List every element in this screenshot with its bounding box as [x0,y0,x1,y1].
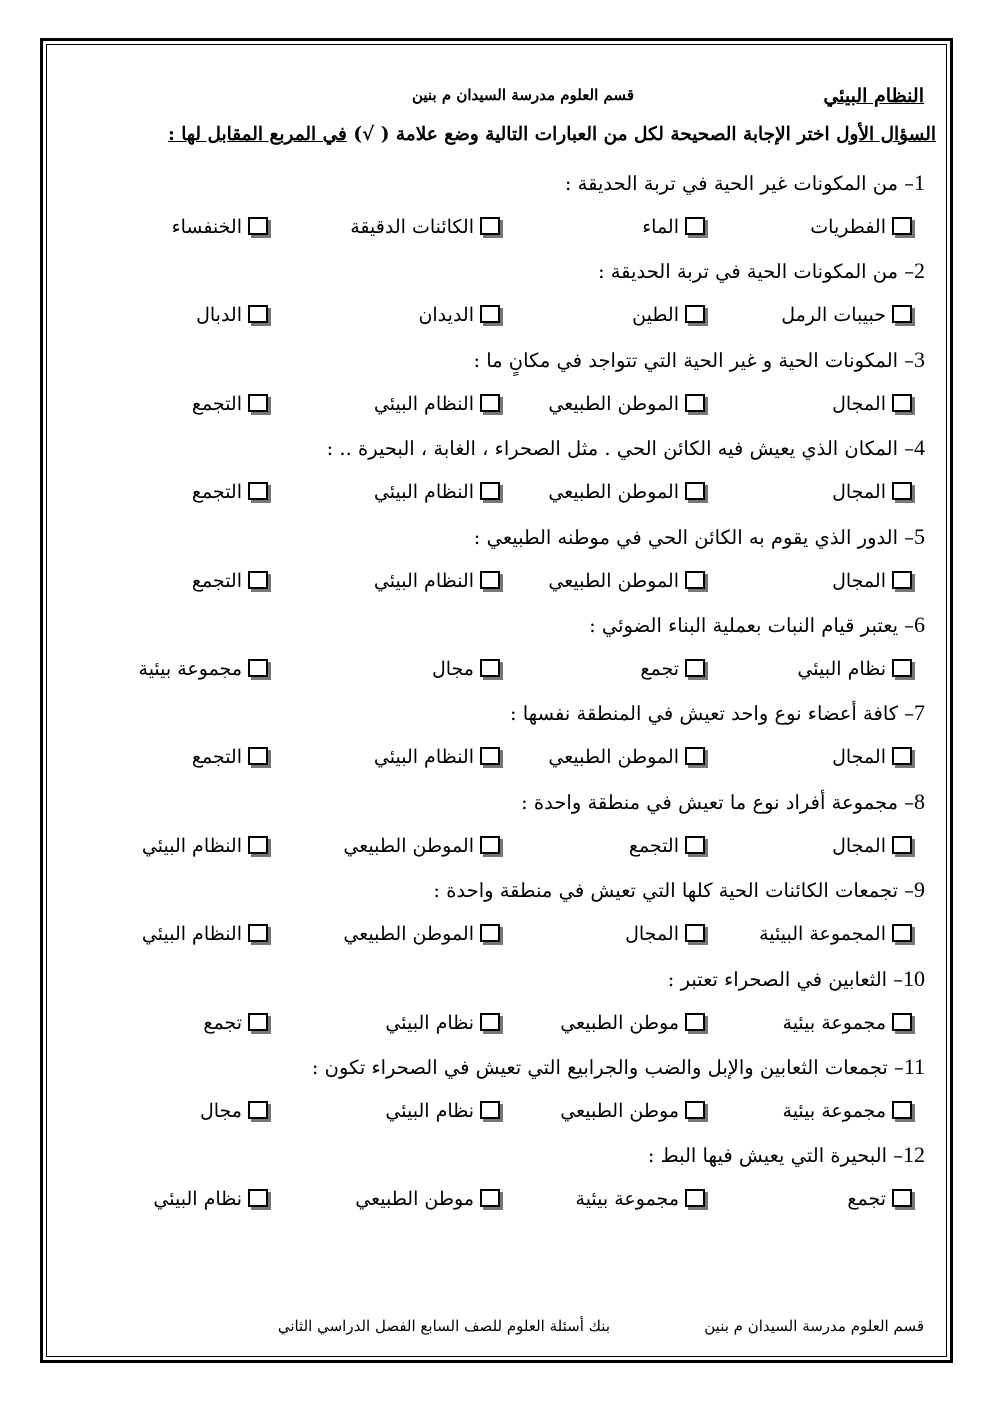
question-number: 4 [914,435,925,460]
option-q4-4[interactable] [0,478,992,508]
option-label: المجال [832,835,886,857]
question-number: 12 [903,1142,925,1167]
question-number: 2 [914,258,925,283]
option-q7-4[interactable] [0,743,992,773]
option-label: المجال [832,393,886,415]
option-label: نظام البيئي [385,1100,474,1122]
checkbox[interactable] [248,747,268,765]
question-number: 11 [903,1054,925,1079]
question-7 [60,700,925,726]
checkbox[interactable] [248,659,268,677]
question-text: – كافة أعضاء نوع واحد تعيش في المنطقة نفسها : [509,702,914,725]
checkbox[interactable] [248,1101,268,1119]
question-number: 5 [914,524,925,549]
checkbox[interactable] [248,836,268,854]
option-label: مجموعة بيئية [782,1012,886,1034]
option-label: النظام البيئي [373,481,474,503]
option-q10-4[interactable] [0,1009,992,1039]
option-label: تجمع [640,658,679,680]
option-label: مجال [199,1100,242,1122]
option-label: مجموعة بيئية [138,658,242,680]
option-label: الدبال [196,304,242,326]
question-number: 3 [914,347,925,372]
option-label: موطن الطبيعي [560,1100,679,1122]
option-label: الموطن الطبيعي [548,746,679,768]
question-12 [60,1142,925,1168]
checkbox[interactable] [248,482,268,500]
question-number: 9 [914,877,925,902]
option-q9-4[interactable] [0,920,992,950]
option-label: نظام البيئي [153,1188,242,1210]
question-1 [60,170,925,196]
option-label: الموطن الطبيعي [548,570,679,592]
option-label: المجال [832,570,886,592]
option-label: مجال [431,658,474,680]
option-q2-4[interactable] [0,301,992,331]
question-number: 8 [914,789,925,814]
question-3 [60,347,925,373]
option-label: حبيبات الرمل [781,304,886,326]
option-label: التجمع [191,570,242,592]
option-label: موطن الطبيعي [355,1188,474,1210]
question-text: – من المكونات الحية في تربة الحديقة : [597,260,914,283]
department-label: قسم العلوم مدرسة السيدان م بنين [411,86,634,104]
question-number: 6 [914,612,925,637]
instruction-body: اختر الإجابة الصحيحة لكل من العبارات التالية وضع علامة ( √) [346,124,837,145]
question-2 [60,258,925,284]
option-label: تجمع [203,1012,242,1034]
instruction-tail: في المربع المقابل لها : [167,124,347,145]
option-label: المجال [625,923,679,945]
question-text: – الدور الذي يقوم به الكائن الحي في موطنه الطبيعي : [473,526,914,549]
question-number: 1 [914,170,925,195]
worksheet-title: النظام البيئي [823,85,924,107]
question-10 [60,966,925,992]
instruction-heading: السؤال الأول [836,124,936,145]
option-q1-4[interactable] [0,213,992,243]
option-label: موطن الطبيعي [560,1012,679,1034]
option-label: النظام البيئي [141,923,242,945]
question-text: – الثعابين في الصحراء تعتبر : [667,968,903,991]
instructions [56,124,936,145]
option-label: المجموعة البيئية [759,923,886,945]
checkbox[interactable] [248,1013,268,1031]
option-label: الديدان [418,304,474,326]
option-label: الموطن الطبيعي [343,835,474,857]
option-label: الموطن الطبيعي [548,481,679,503]
option-label: النظام البيئي [141,835,242,857]
checkbox[interactable] [248,924,268,942]
option-label: المجال [832,481,886,503]
question-text: – البحيرة التي يعيش فيها البط : [647,1144,903,1167]
question-text: – المكان الذي يعيش فيه الكائن الحي . مثل الصحراء ، الغابة ، البحيرة .. : [326,437,914,460]
question-number: 10 [903,966,925,991]
option-label: مجموعة بيئية [782,1100,886,1122]
option-label: الخنفساء [171,216,242,238]
checkbox[interactable] [248,1189,268,1207]
option-label: نظام البيئي [797,658,886,680]
option-label: الكائنات الدقيقة [350,216,474,238]
option-label: الفطريات [810,216,886,238]
option-label: المجال [832,746,886,768]
checkbox[interactable] [248,217,268,235]
option-label: الماء [642,216,679,238]
checkbox[interactable] [248,571,268,589]
option-label: الموطن الطبيعي [548,393,679,415]
option-label: التجمع [191,746,242,768]
option-label: النظام البيئي [373,570,474,592]
question-8 [60,789,925,815]
option-label: التجمع [191,393,242,415]
question-4 [60,435,925,461]
option-q3-4[interactable] [0,390,992,420]
checkbox[interactable] [248,394,268,412]
option-label: تجمع [847,1188,886,1210]
option-label: مجموعة بيئية [575,1188,679,1210]
option-label: النظام البيئي [373,393,474,415]
footer-bank-title: بنك أسئلة العلوم للصف السابع الفصل الدراسي الثاني [277,1317,610,1335]
question-5 [60,524,925,550]
option-label: التجمع [628,835,679,857]
footer-department: قسم العلوم مدرسة السيدان م بنين [704,1317,924,1335]
question-text: – يعتبر قيام النبات بعملية البناء الضوئي : [589,614,914,637]
question-6 [60,612,925,638]
option-q5-4[interactable] [0,567,992,597]
option-label: الطين [632,304,679,326]
option-q12-4[interactable] [0,1185,992,1215]
question-number: 7 [914,700,925,725]
option-q11-4[interactable] [0,1097,992,1127]
option-label: التجمع [191,481,242,503]
option-q8-4[interactable] [0,832,992,862]
question-text: – مجموعة أفراد نوع ما تعيش في منطقة واحدة : [521,791,914,814]
option-label: نظام البيئي [385,1012,474,1034]
checkbox[interactable] [248,305,268,323]
question-text: – المكونات الحية و غير الحية التي تتواجد في مكانٍ ما : [473,349,914,372]
question-11 [60,1054,925,1080]
question-text: – من المكونات غير الحية في تربة الحديقة : [564,172,914,195]
option-label: النظام البيئي [373,746,474,768]
question-text: – تجمعات الكائنات الحية كلها التي تعيش في منطقة واحدة : [433,879,914,902]
question-9 [60,877,925,903]
option-q6-4[interactable] [0,655,992,685]
option-label: الموطن الطبيعي [343,923,474,945]
question-text: – تجمعات الثعابين والإبل والضب والجرابيع التي تعيش في الصحراء تكون : [311,1056,904,1079]
